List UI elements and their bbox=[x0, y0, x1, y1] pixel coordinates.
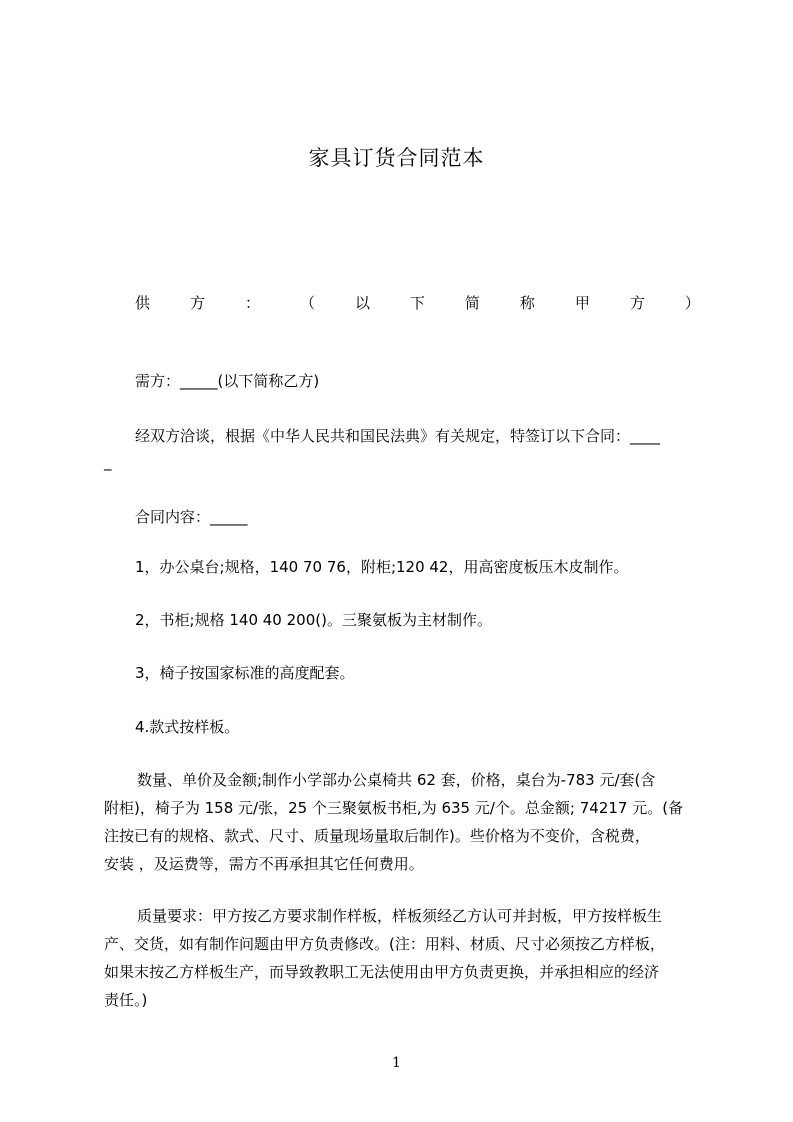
supplier-char: 以 bbox=[354, 293, 370, 312]
paragraph-line: 产、交货，如有制作问题由甲方负责修改。(注：用料、材质、尺寸必须按乙方样板， bbox=[104, 935, 665, 953]
item-1: 1，办公桌台;规格，140 70 76，附柜;120 42，用高密度板压木皮制作。 bbox=[135, 558, 629, 576]
supplier-char: （ bbox=[299, 293, 315, 312]
paragraph-line: 质量要求：甲方按乙方要求制作样板，样板须经乙方认可并封板，甲方按样板生 bbox=[137, 907, 663, 925]
paragraph-line: 注按已有的规格、款式、尺寸、质量现场量取后制作)。些价格为不变价，含税费， bbox=[104, 827, 650, 845]
item-2: 2，书柜;规格 140 40 200()。三聚氨板为主材制作。 bbox=[135, 611, 492, 629]
contract-content-heading: 合同内容：_____ bbox=[135, 508, 248, 526]
supplier-char: 下 bbox=[409, 293, 425, 312]
document-title: 家具订货合同范本 bbox=[308, 146, 485, 170]
intro-line-1: 经双方洽谈，根据《中华人民共和国民法典》有关规定，特签订以下合同：____ bbox=[135, 427, 661, 445]
buyer-line: 需方：_____(以下简称乙方) bbox=[135, 372, 320, 390]
supplier-char: ： bbox=[244, 293, 260, 312]
intro-line-2: _ bbox=[104, 453, 112, 471]
supplier-char: 方 bbox=[189, 293, 205, 312]
page-number: 1 bbox=[392, 1055, 401, 1071]
supplier-char: 甲 bbox=[574, 293, 590, 312]
supplier-line bbox=[135, 288, 700, 316]
supplier-char: ） bbox=[684, 293, 700, 312]
paragraph-line: 如果末按乙方样板生产，而导致教职工无法使用由甲方负责更换，并承担相应的经济 bbox=[104, 963, 660, 981]
quality-paragraph bbox=[104, 902, 700, 1014]
supplier-char: 供 bbox=[135, 293, 151, 312]
quantity-paragraph bbox=[104, 766, 700, 878]
supplier-char: 方 bbox=[629, 293, 645, 312]
item-3: 3，椅子按国家标准的高度配套。 bbox=[135, 664, 355, 682]
paragraph-line: 数量、单价及金额;制作小学部办公桌椅共 62 套，价格，桌台为-783 元/套(含 bbox=[137, 771, 656, 789]
paragraph-line: 安装 ，及运费等，需方不再承担其它任何费用。 bbox=[104, 855, 424, 873]
paragraph-line: 附柜)，椅子为 158 元/张，25 个三聚氨板书柜,为 635 元/个。总金额; 74217 元。(备 bbox=[104, 799, 684, 817]
paragraph-line: 责任。) bbox=[104, 991, 148, 1009]
item-4: 4.款式按样板。 bbox=[135, 718, 240, 736]
supplier-char: 称 bbox=[519, 293, 535, 312]
supplier-char: 简 bbox=[464, 293, 480, 312]
